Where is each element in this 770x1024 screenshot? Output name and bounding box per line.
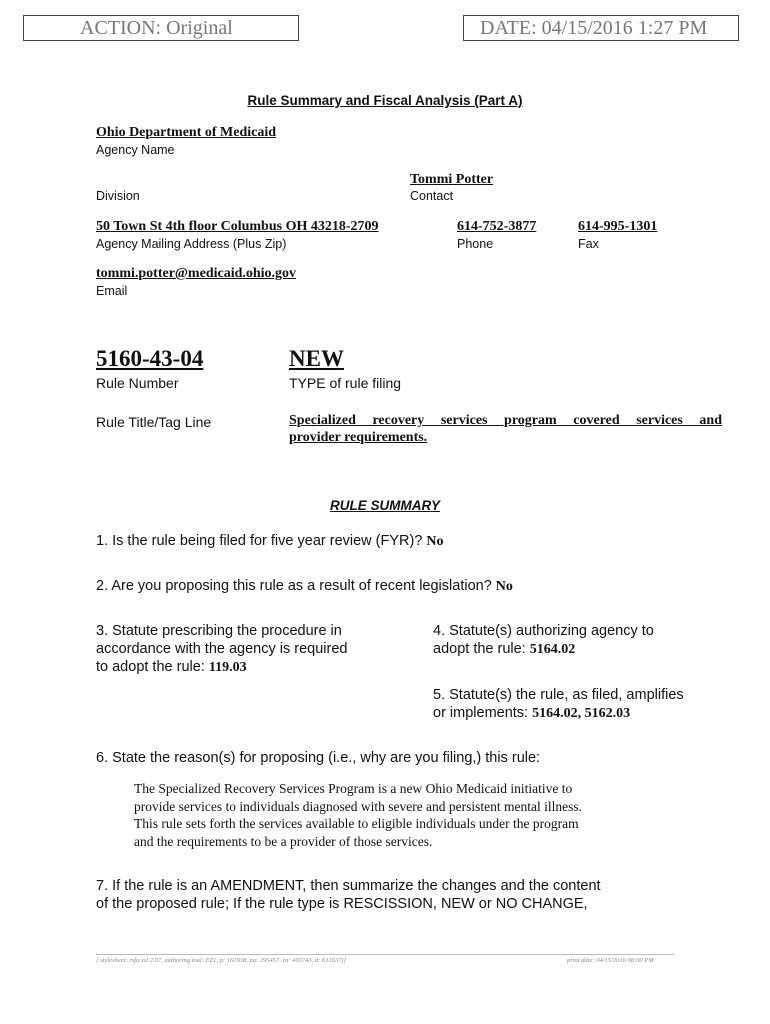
question-3-line-1: 3. Statute prescribing the procedure in <box>96 623 342 639</box>
phone-number: 614-752-3877 <box>457 219 537 234</box>
question-5-line-2: or implements: <box>433 705 529 721</box>
question-6-text: 6. State the reason(s) for proposing (i.e., why are you filing,) this rule: <box>96 750 541 766</box>
question-3-answer: 119.03 <box>208 660 247 675</box>
question-5-line-1: 5. Statute(s) the rule, as filed, amplifies <box>433 687 684 703</box>
fax-number: 614-995-1301 <box>578 219 658 234</box>
rule-title-label: Rule Title/Tag Line <box>96 414 212 430</box>
contact-name: Tommi Potter <box>410 172 494 187</box>
question-6-answer-line-3: This rule sets forth the services available to eligible individuals under the program <box>134 816 579 831</box>
contact-label: Contact <box>410 189 454 203</box>
fax-label: Fax <box>578 237 599 251</box>
division-label: Division <box>96 189 140 203</box>
question-3 <box>96 622 347 677</box>
action-box <box>23 15 299 41</box>
rule-title-line-1: Specialized recovery services program covered services and <box>289 413 722 428</box>
question-7-line-1: 7. If the rule is an AMENDMENT, then summarize the changes and the content <box>96 878 601 894</box>
agency-address-label: Agency Mailing Address (Plus Zip) <box>96 237 287 251</box>
question-6-answer-line-1: The Specialized Recovery Services Program is a new Ohio Medicaid initiative to <box>134 781 573 796</box>
agency-address: 50 Town St 4th floor Columbus OH 43218-2709 <box>96 219 379 234</box>
rule-number-label: Rule Number <box>96 375 179 391</box>
footer-print-date: print date: 04/15/2016 08:00 PM <box>567 957 654 964</box>
question-7-line-2: of the proposed rule; If the rule type is RESCISSION, NEW or NO CHANGE, <box>96 896 588 912</box>
question-6-answer-line-4: and the requirements to be a provider of those services. <box>134 833 433 849</box>
question-5 <box>433 686 684 723</box>
footer-stylesheet-info: [ stylesheet: rsfa.xsl 2.07, authoring tool: EZ1, p: 161938, pa: 295457, ra: 493743, d: 631637)] <box>96 957 347 964</box>
question-4-answer: 5164.02 <box>529 642 576 657</box>
question-4-line-1: 4. Statute(s) authorizing agency to <box>433 623 654 639</box>
agency-name-label: Agency Name <box>96 143 175 157</box>
question-3-line-3: to adopt the rule: <box>96 659 205 675</box>
footer-divider <box>96 954 674 955</box>
phone-label: Phone <box>457 237 494 251</box>
rule-type: NEW <box>289 346 344 371</box>
question-4 <box>433 622 654 659</box>
question-6-answer <box>134 780 582 850</box>
date-box <box>463 15 739 41</box>
question-1-text: 1. Is the rule being filed for five year review (FYR)? <box>96 533 423 549</box>
question-6-answer-line-2: provide services to individuals diagnosed with severe and persistent mental illness. <box>134 798 583 814</box>
question-1 <box>96 532 444 551</box>
document-title: Rule Summary and Fiscal Analysis (Part A) <box>247 93 523 108</box>
rule-number: 5160-43-04 <box>96 346 204 371</box>
question-2-answer: No <box>495 579 513 594</box>
date-label: DATE: 04/15/2016 1:27 PM <box>480 17 708 39</box>
question-4-line-2: adopt the rule: <box>433 641 526 657</box>
question-7 <box>96 877 601 913</box>
email-address: tommi.potter@medicaid.ohio.gov <box>96 266 297 281</box>
action-label: ACTION: Original <box>80 17 233 39</box>
rule-summary-heading: RULE SUMMARY <box>329 498 440 513</box>
question-2-text: 2. Are you proposing this rule as a result of recent legislation? <box>96 578 492 594</box>
rule-title-line-2: provider requirements. <box>289 430 428 445</box>
agency-name: Ohio Department of Medicaid <box>96 125 277 140</box>
rule-type-label: TYPE of rule filing <box>289 375 402 391</box>
question-1-answer: No <box>426 534 444 549</box>
question-3-line-2: accordance with the agency is required <box>96 641 348 657</box>
question-2 <box>96 577 513 596</box>
question-5-answer: 5164.02, 5162.03 <box>532 706 631 721</box>
email-label: Email <box>96 284 128 298</box>
